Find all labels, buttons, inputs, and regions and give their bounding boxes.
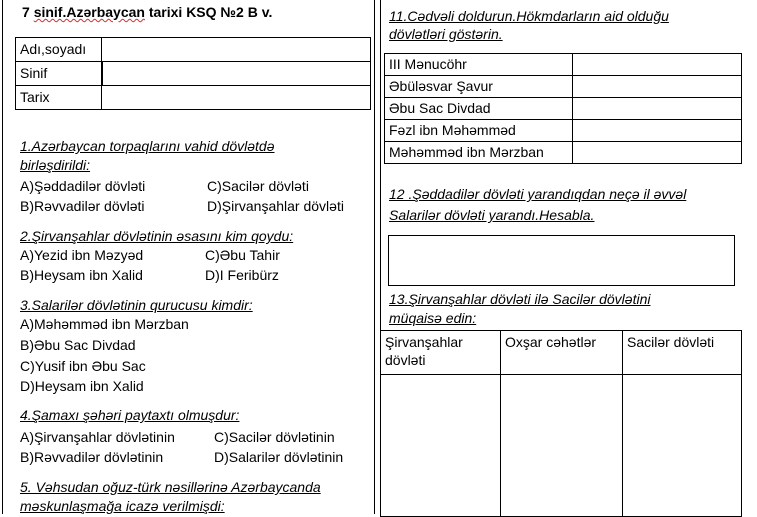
title-prefix: 7 bbox=[22, 4, 34, 20]
info-row bbox=[16, 86, 371, 110]
ruler-name: Fəzl ibn Məhəmməd bbox=[385, 120, 573, 142]
q13-line-1: 13.Şirvanşahlar dövləti ilə Sacilər dövlətini bbox=[389, 291, 651, 307]
q11-line-2: dövlətləri göstərin. bbox=[389, 26, 503, 42]
title-rest: tarixi KSQ №2 B v. bbox=[144, 4, 273, 20]
ruler-name: Məhəmməd ibn Mərzban bbox=[385, 142, 573, 164]
table-row bbox=[385, 98, 742, 120]
q2-option-d[interactable]: D)I Feribürz bbox=[205, 267, 279, 283]
header-sajids: Sacilər dövləti bbox=[623, 331, 742, 375]
name-field[interactable] bbox=[102, 38, 371, 62]
q2-question: 2.Şirvanşahlar dövlətinin əsasını kim qoydu: bbox=[20, 228, 294, 244]
sajids-answer-cell[interactable] bbox=[623, 375, 742, 517]
q1-option-a[interactable]: A)Şəddadilər dövləti bbox=[20, 178, 146, 194]
state-answer-cell[interactable] bbox=[573, 142, 742, 164]
student-info-table bbox=[15, 37, 371, 110]
table-header-row bbox=[381, 331, 742, 375]
state-answer-cell[interactable] bbox=[573, 76, 742, 98]
table-row bbox=[385, 76, 742, 98]
q2-option-c[interactable]: C)Əbu Tahir bbox=[205, 247, 280, 263]
q4-option-a[interactable]: A)Şirvanşahlar dövlətinin bbox=[20, 429, 175, 445]
comparison-table bbox=[380, 330, 742, 517]
q2-option-b[interactable]: B)Heysam ibn Xalid bbox=[20, 267, 143, 283]
info-row bbox=[16, 62, 371, 86]
q12-line-2: Salarilər dövləti yarandı.Hesabla. bbox=[389, 207, 595, 223]
header-shirvanshahs: Şirvanşahlar dövləti bbox=[381, 331, 501, 375]
q1-option-b[interactable]: B)Rəvvadilər dövləti bbox=[20, 198, 145, 214]
date-field[interactable] bbox=[102, 86, 371, 110]
q3-option-d[interactable]: D)Heysam ibn Xalid bbox=[20, 378, 144, 394]
table-row bbox=[385, 54, 742, 76]
class-field[interactable] bbox=[102, 62, 371, 86]
date-label: Tarix bbox=[16, 86, 102, 110]
state-answer-cell[interactable] bbox=[573, 98, 742, 120]
q11-line-1: 11.Cədvəli doldurun.Hökmdarların aid olduğu bbox=[389, 8, 669, 24]
q3-option-a[interactable]: A)Məhəmməd ibn Mərzban bbox=[20, 316, 189, 332]
header-similarities: Oxşar cəhətlər bbox=[501, 331, 623, 375]
q13-line-2: müqaisə edin: bbox=[389, 310, 477, 326]
rulers-table bbox=[384, 53, 742, 164]
title-spellcheck-word: sinif.Azərbaycan bbox=[33, 4, 145, 20]
q12-line-1: 12 .Şəddadilər dövləti yarandıqdan neçə il əvvəl bbox=[389, 186, 687, 202]
info-row bbox=[16, 38, 371, 62]
table-row bbox=[381, 375, 742, 517]
ruler-name: III Mənucöhr bbox=[385, 54, 573, 76]
table-row bbox=[385, 142, 742, 164]
page-title bbox=[22, 4, 272, 20]
q5-line-1: 5. Vəhsudan oğuz-türk nəsillərinə Azərbaycanda bbox=[20, 479, 321, 495]
q4-option-c[interactable]: C)Sacilər dövlətinin bbox=[214, 429, 335, 445]
q1-line-1: 1.Azərbaycan torpaqlarını vahid dövlətdə bbox=[20, 138, 275, 154]
shirvanshahs-answer-cell[interactable] bbox=[381, 375, 501, 517]
q1-option-c[interactable]: C)Sacilər dövləti bbox=[207, 178, 309, 194]
class-label: Sinif bbox=[16, 62, 102, 86]
q3-option-b[interactable]: B)Əbu Sac Divdad bbox=[20, 337, 136, 353]
q12-answer-box[interactable] bbox=[388, 235, 735, 286]
state-answer-cell[interactable] bbox=[573, 120, 742, 142]
ruler-name: Əbüləsvar Şavur bbox=[385, 76, 573, 98]
table-row bbox=[385, 120, 742, 142]
q4-option-d[interactable]: D)Salarilər dövlətinin bbox=[214, 449, 344, 465]
state-answer-cell[interactable] bbox=[573, 54, 742, 76]
q5-line-2: məskunlaşmağa icazə verilmişdi: bbox=[20, 498, 225, 514]
q2-option-a[interactable]: A)Yezid ibn Məzyəd bbox=[20, 247, 144, 263]
similarities-answer-cell[interactable] bbox=[501, 375, 623, 517]
q1-line-2: birləşdirildi: bbox=[20, 157, 91, 173]
q1-option-d[interactable]: D)Şirvanşahlar dövləti bbox=[207, 198, 344, 214]
q3-option-c[interactable]: C)Yusif ibn Əbu Sac bbox=[20, 358, 146, 374]
ruler-name: Əbu Sac Divdad bbox=[385, 98, 573, 120]
q3-question: 3.Salarilər dövlətinin qurucusu kimdir: bbox=[20, 297, 253, 313]
q4-option-b[interactable]: B)Rəvvadilər dövlətinin bbox=[20, 449, 164, 465]
name-label: Adı,soyadı bbox=[16, 38, 102, 62]
q4-question: 4.Şamaxı şəhəri paytaxtı olmuşdur: bbox=[20, 407, 240, 423]
